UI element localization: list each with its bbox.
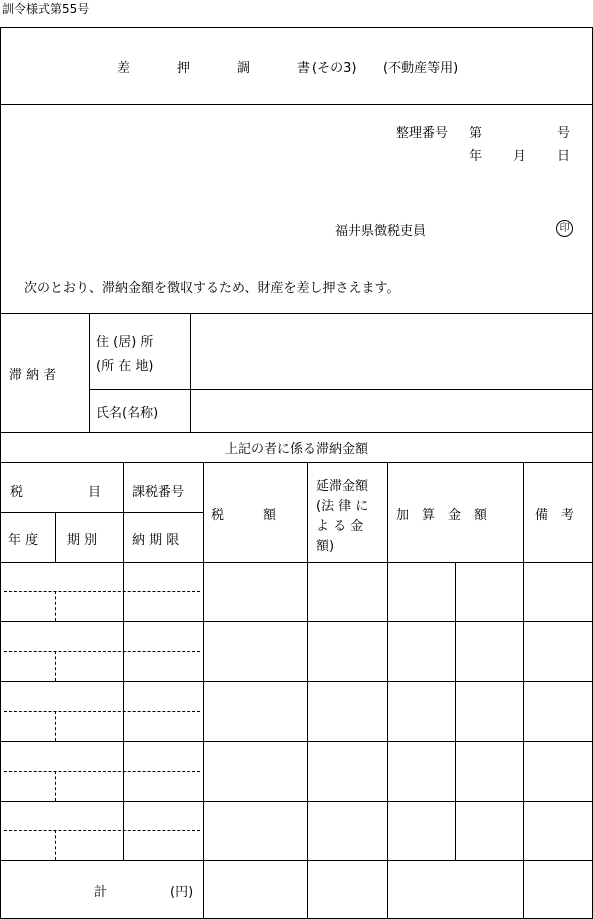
cell-kasan-b[interactable] <box>457 743 522 800</box>
total-kasan[interactable] <box>389 862 522 917</box>
col-kazei-bango: 課税番号 <box>132 485 185 500</box>
col-entai-line1: 延滞金額 <box>316 479 369 494</box>
address-label-line1: 住 (居) 所 <box>96 335 154 350</box>
hi-label: 日 <box>557 149 571 164</box>
col-entai-line4: 額) <box>316 539 335 554</box>
cell-noukigen[interactable] <box>125 832 202 859</box>
col-kibetsu: 期 別 <box>67 533 98 548</box>
cell-kibetsu[interactable] <box>57 803 122 829</box>
form-number: 訓令様式第55号 <box>2 2 90 16</box>
col-noukigen: 納 期 限 <box>132 533 180 548</box>
total-bikou[interactable] <box>525 862 591 917</box>
col-bikou: 備 考 <box>535 508 575 523</box>
cell-kasan-b[interactable] <box>457 683 522 740</box>
name-field[interactable] <box>194 392 588 430</box>
cell-entai[interactable] <box>309 623 386 680</box>
cell-kasan-a[interactable] <box>389 683 454 740</box>
cell-kasan-b[interactable] <box>457 803 522 859</box>
cell-nendo[interactable] <box>1 623 54 650</box>
cell-entai[interactable] <box>309 563 386 620</box>
cell-nendo[interactable] <box>1 563 54 590</box>
total-label: 計 <box>94 885 108 900</box>
statement-text: 次のとおり、滞納金額を徴収するため、財産を差し押さえます。 <box>24 281 400 296</box>
cell-bikou[interactable] <box>525 803 591 859</box>
cell-nendo[interactable] <box>1 803 54 829</box>
cell-kasan-a[interactable] <box>389 623 454 680</box>
cell-zeigaku[interactable] <box>205 623 306 680</box>
cell-kazei-bango[interactable] <box>125 623 202 650</box>
cell-kasan-a[interactable] <box>389 563 454 620</box>
cell-zeigaku[interactable] <box>205 683 306 740</box>
go-label: 号 <box>557 126 571 141</box>
cell-kasan-a[interactable] <box>389 743 454 800</box>
cell-kasan-b[interactable] <box>457 563 522 620</box>
cell-bikou[interactable] <box>525 683 591 740</box>
cell-entai[interactable] <box>309 803 386 859</box>
cell-entai[interactable] <box>309 683 386 740</box>
col-zeigaku: 税 額 <box>211 508 277 523</box>
cell-kibetsu[interactable] <box>57 623 122 650</box>
cell-kazei-bango[interactable] <box>125 803 202 829</box>
cell-entai[interactable] <box>309 743 386 800</box>
cell-kibetsu[interactable] <box>57 683 122 710</box>
cell-nendo[interactable] <box>1 743 54 770</box>
total-unit: (円) <box>170 885 194 900</box>
cell-bikou[interactable] <box>525 563 591 620</box>
col-kasan: 加 算 金 額 <box>396 508 488 523</box>
cell-zeigaku[interactable] <box>205 743 306 800</box>
cell-zeigaku[interactable] <box>205 563 306 620</box>
cell-bikou[interactable] <box>525 623 591 680</box>
cell-nendo[interactable] <box>1 683 54 710</box>
cell-kibetsu[interactable] <box>57 743 122 770</box>
cell-noukigen[interactable] <box>125 773 202 800</box>
cell-noukigen[interactable] <box>125 653 202 680</box>
cell-bikou[interactable] <box>525 743 591 800</box>
col-entai-line3: よ る 金 <box>316 519 364 534</box>
name-label: 氏名(名称) <box>96 406 159 421</box>
cell-kibetsu[interactable] <box>57 563 122 590</box>
dai-label: 第 <box>469 126 483 141</box>
tsuki-label: 月 <box>513 149 527 164</box>
cell-noukigen[interactable] <box>125 593 202 620</box>
cell-kazei-bango[interactable] <box>125 743 202 770</box>
nen-label: 年 <box>469 149 483 164</box>
cell-zeigaku[interactable] <box>205 803 306 859</box>
cell-kasan-b[interactable] <box>457 623 522 680</box>
col-zeimoku: 税 目 <box>10 485 102 500</box>
cell-kazei-bango[interactable] <box>125 683 202 710</box>
seiri-bango-label: 整理番号 <box>396 126 449 141</box>
total-zeigaku[interactable] <box>205 862 306 917</box>
cell-noukigen[interactable] <box>125 713 202 740</box>
total-entai[interactable] <box>309 862 386 917</box>
address-field[interactable] <box>194 316 588 386</box>
col-nendo: 年 度 <box>8 533 39 548</box>
amount-section-heading: 上記の者に係る滞納金額 <box>224 442 368 457</box>
address-label-line2: (所 在 地) <box>96 359 154 374</box>
col-entai-line2: (法 律 に <box>316 499 369 514</box>
cell-kasan-a[interactable] <box>389 803 454 859</box>
cell-kazei-bango[interactable] <box>125 563 202 590</box>
official-label: 福井県徴税吏員 <box>335 224 427 239</box>
taxpayer-label: 滞 納 者 <box>9 368 57 383</box>
seal-icon: 印 <box>556 220 573 237</box>
